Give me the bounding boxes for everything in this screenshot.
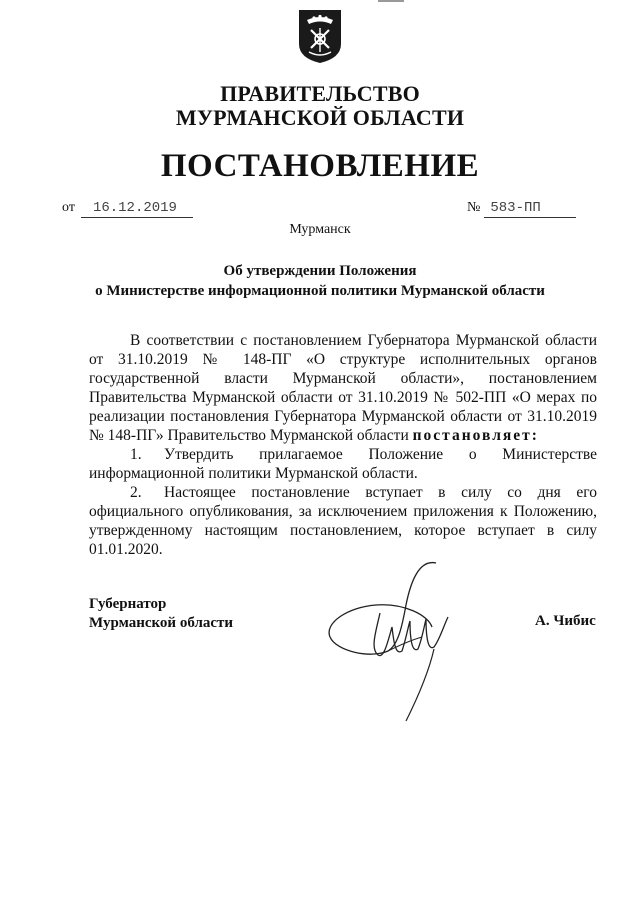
intro-paragraph: [89, 331, 597, 445]
number-value: 583-ПП: [484, 199, 576, 218]
date-label: от: [62, 200, 75, 215]
item-2: [89, 483, 597, 559]
signer-position-line2: Мурманской области: [89, 615, 234, 631]
city-name: Мурманск: [289, 222, 351, 237]
number-label: №: [467, 200, 481, 215]
decree-word: постановляет:: [412, 427, 539, 444]
signer-position: [89, 595, 233, 633]
item-2-number: 2.: [130, 484, 142, 501]
number-field: [467, 199, 576, 218]
subject-line2: о Министерстве информационной политики Мурманской области: [95, 283, 545, 299]
document-type-heading: ПОСТАНОВЛЕНИЕ: [160, 148, 480, 184]
item-2-text: Настоящее постановление вступает в силу со дня его официального опубликования, за исключением приложения к Положению, утвержденному настоящим постановлением, которое вступает в силу 01.01.2020.: [89, 484, 597, 558]
intro-text: В соответствии с постановлением Губернатора Мурманской области от 31.10.2019 № 148-ПГ «О структуре исполнительных органов государственной власти Мурманской области», постановлением Правительства Мурманской области от 31.10.2019 № 502-ПП «О мерах по реализации постановления Губернатора Мурманской области от 31.10.2019 № 148-ПГ» Правительство Мурманской области: [89, 332, 597, 444]
date-value: 16.12.2019: [81, 199, 193, 218]
date-field: [62, 199, 193, 218]
coat-of-arms-icon: [297, 8, 343, 64]
document-body: [89, 331, 597, 559]
government-title-line1: ПРАВИТЕЛЬСТВО: [220, 81, 420, 106]
item-1-number: 1.: [130, 446, 142, 463]
scan-mark: [378, 0, 404, 2]
signer-position-line1: Губернатор: [89, 596, 167, 612]
item-1: [89, 445, 597, 483]
handwritten-signature: [318, 555, 468, 725]
government-title-line2: МУРМАНСКОЙ ОБЛАСТИ: [175, 105, 465, 130]
subject-line1: Об утверждении Положения: [223, 263, 417, 279]
signer-name: А. Чибис: [535, 613, 596, 629]
item-1-text: Утвердить прилагаемое Положение о Министерстве информационной политики Мурманской области.: [89, 446, 597, 482]
